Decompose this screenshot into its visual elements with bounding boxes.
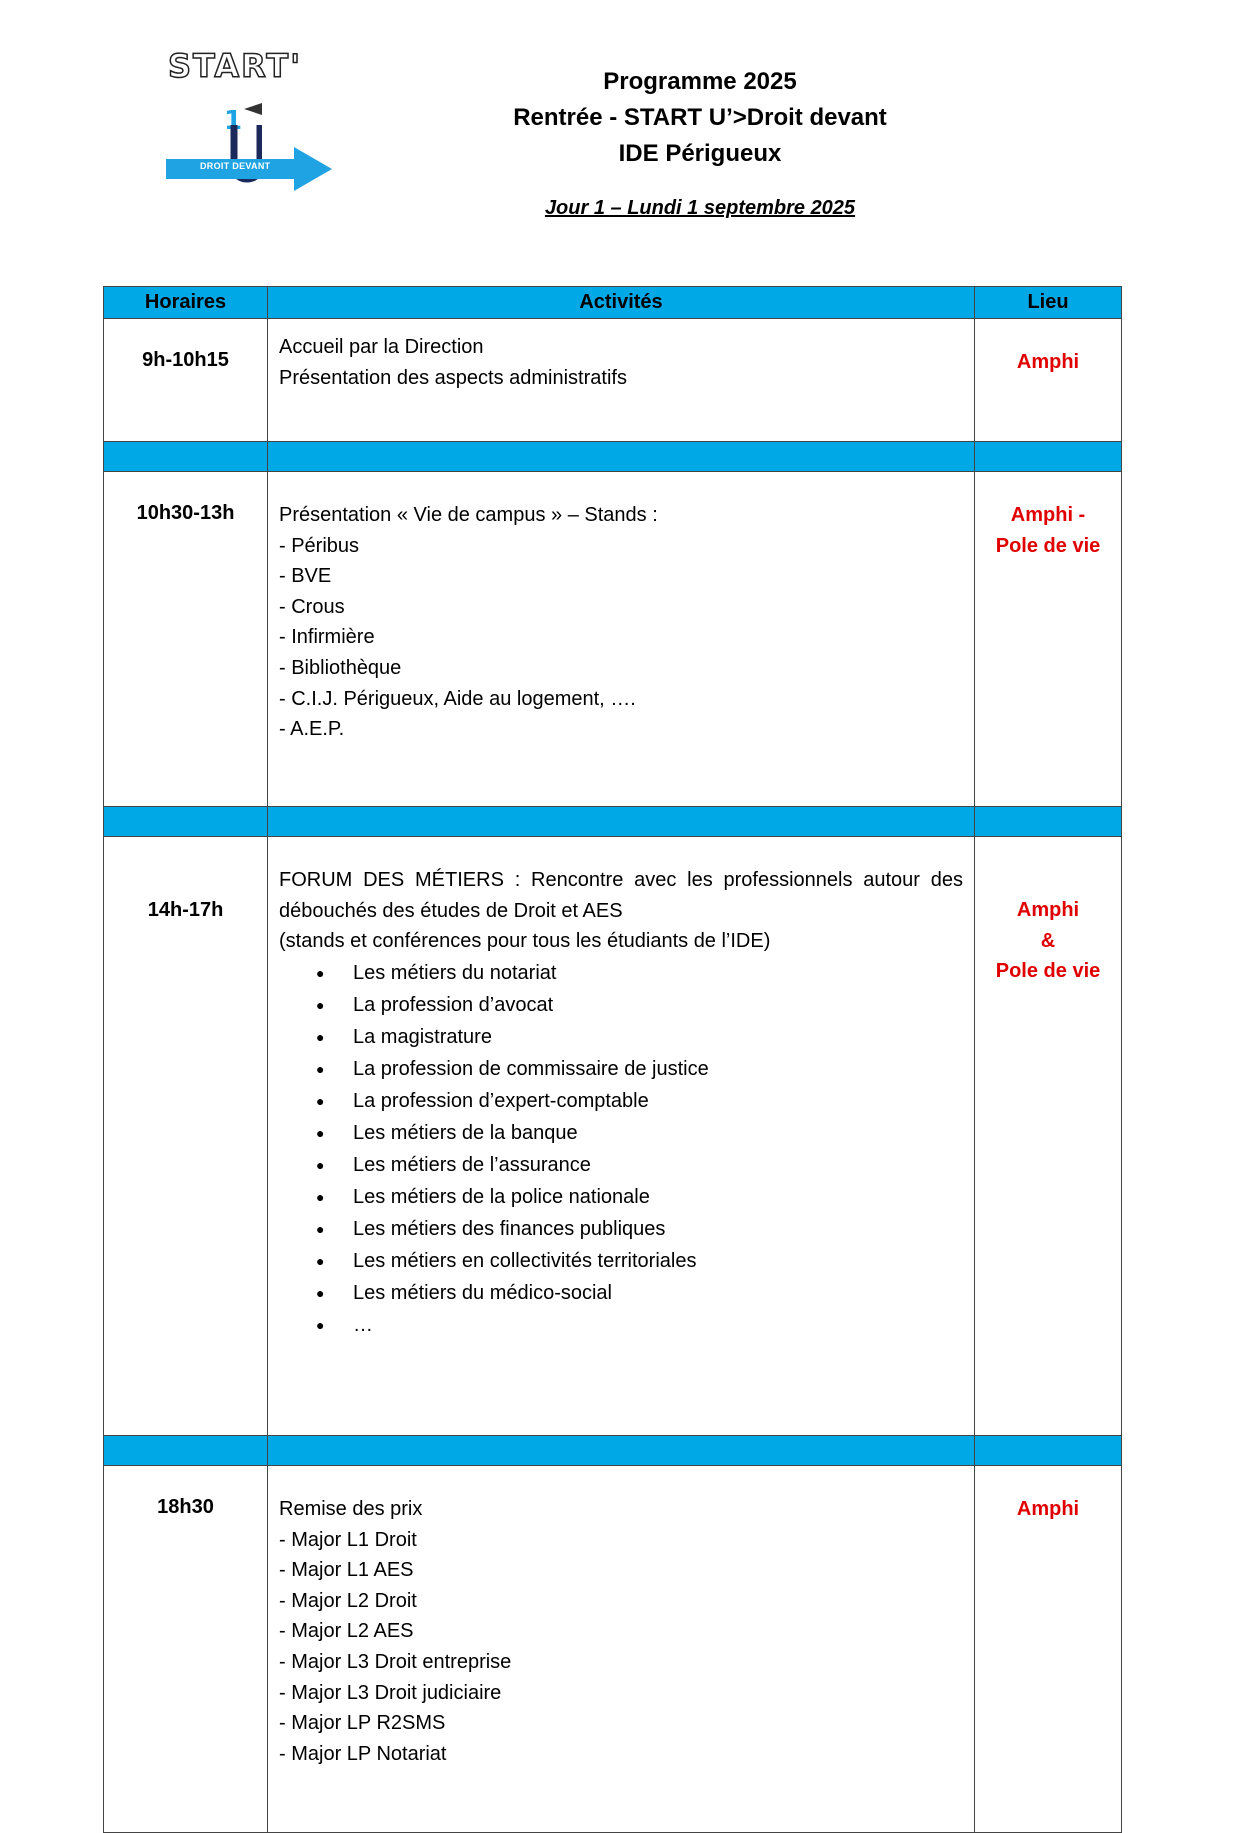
time-cell: 9h-10h15 bbox=[104, 319, 268, 442]
activity-line: Présentation « Vie de campus » – Stands : bbox=[279, 504, 658, 526]
list-item: ● La magistrature bbox=[279, 1021, 963, 1053]
separator-row bbox=[104, 807, 1122, 837]
place-cell bbox=[975, 1466, 1122, 1833]
header-horaires: Horaires bbox=[104, 287, 268, 319]
program-title: Programme 2025 bbox=[603, 68, 797, 95]
list-item: ● Les métiers de la banque bbox=[279, 1117, 963, 1149]
header-activites: Activités bbox=[268, 287, 975, 319]
time-cell: 14h-17h bbox=[104, 837, 268, 1436]
place-text: & bbox=[1040, 929, 1056, 952]
place-text: Pole de vie bbox=[995, 960, 1101, 983]
activity-line: - A.E.P. bbox=[279, 718, 345, 741]
activity-cell bbox=[268, 319, 975, 442]
activity-line: - Major L2 Droit bbox=[279, 1589, 417, 1612]
activity-line: - Major L1 AES bbox=[279, 1559, 414, 1582]
table-row bbox=[104, 837, 1122, 1436]
activity-line: - Major L3 Droit entreprise bbox=[279, 1650, 512, 1673]
activity-line: - Major L3 Droit judiciaire bbox=[279, 1681, 502, 1704]
time-cell: 18h30 bbox=[104, 1466, 268, 1833]
start-u-logo bbox=[160, 45, 340, 195]
place-text: Amphi bbox=[1016, 351, 1080, 373]
activity-line: - Major L2 AES bbox=[279, 1620, 414, 1643]
list-item: ● Les métiers des finances publiques bbox=[279, 1213, 963, 1245]
list-item: ● … bbox=[279, 1309, 963, 1341]
forum-intro-note: (stands et conférences pour tous les étudiants de l’IDE) bbox=[279, 930, 771, 953]
activity-line: - Major LP Notariat bbox=[279, 1742, 447, 1765]
separator-row bbox=[104, 442, 1122, 472]
activity-line: - Péribus bbox=[279, 534, 360, 557]
activity-line: Accueil par la Direction bbox=[279, 336, 484, 358]
place-text: Amphi bbox=[1016, 899, 1080, 921]
table-row bbox=[104, 1466, 1122, 1833]
place-cell bbox=[975, 472, 1122, 807]
list-item: ● Les métiers du notariat bbox=[279, 957, 963, 989]
activity-cell bbox=[268, 837, 975, 1436]
list-item: ● Les métiers du médico-social bbox=[279, 1277, 963, 1309]
logo-tagline: DROIT DEVANT bbox=[200, 161, 271, 171]
list-item: ● La profession de commissaire de justice bbox=[279, 1053, 963, 1085]
list-item: ● La profession d’avocat bbox=[279, 989, 963, 1021]
table-header-row bbox=[104, 287, 1122, 319]
schedule-table bbox=[103, 286, 1122, 1833]
place-cell bbox=[975, 837, 1122, 1436]
separator-row bbox=[104, 1436, 1122, 1466]
activity-line: - C.I.J. Périgueux, Aide au logement, …. bbox=[279, 687, 636, 710]
list-item: ● Les métiers de l’assurance bbox=[279, 1149, 963, 1181]
place-cell bbox=[975, 319, 1122, 442]
table-row bbox=[104, 319, 1122, 442]
page-header bbox=[360, 64, 1040, 172]
activity-line: - Major L1 Droit bbox=[279, 1528, 417, 1551]
forum-bullet-list bbox=[279, 957, 963, 1341]
logo-wordmark: START' bbox=[168, 47, 302, 85]
activity-line: - Infirmière bbox=[279, 626, 375, 649]
activity-line: - Crous bbox=[279, 595, 345, 618]
program-subtitle: Rentrée - START U’>Droit devant bbox=[513, 104, 887, 131]
activity-line: - Bibliothèque bbox=[279, 656, 402, 679]
activity-line: Présentation des aspects administratifs bbox=[279, 366, 627, 389]
place-text: Amphi - bbox=[1010, 504, 1086, 526]
list-item: ● La profession d’expert-comptable bbox=[279, 1085, 963, 1117]
place-text: Amphi bbox=[1016, 1498, 1080, 1520]
program-location: IDE Périgueux bbox=[618, 140, 782, 167]
activity-cell bbox=[268, 472, 975, 807]
table-row bbox=[104, 472, 1122, 807]
header-lieu: Lieu bbox=[975, 287, 1122, 319]
activity-line: - BVE bbox=[279, 565, 332, 588]
list-item: ● Les métiers de la police nationale bbox=[279, 1181, 963, 1213]
activity-cell bbox=[268, 1466, 975, 1833]
place-text: Pole de vie bbox=[995, 534, 1101, 557]
activity-line: Remise des prix bbox=[279, 1498, 423, 1520]
activity-line: - Major LP R2SMS bbox=[279, 1712, 446, 1735]
time-cell: 10h30-13h bbox=[104, 472, 268, 807]
forum-intro: FORUM DES MÉTIERS : Rencontre avec les professionnels autour des débouchés des études de Droit et AES bbox=[279, 869, 963, 922]
svg-text:1: 1 bbox=[224, 106, 243, 136]
list-item: ● Les métiers en collectivités territoriales bbox=[279, 1245, 963, 1277]
day-title: Jour 1 – Lundi 1 septembre 2025 bbox=[544, 197, 856, 219]
